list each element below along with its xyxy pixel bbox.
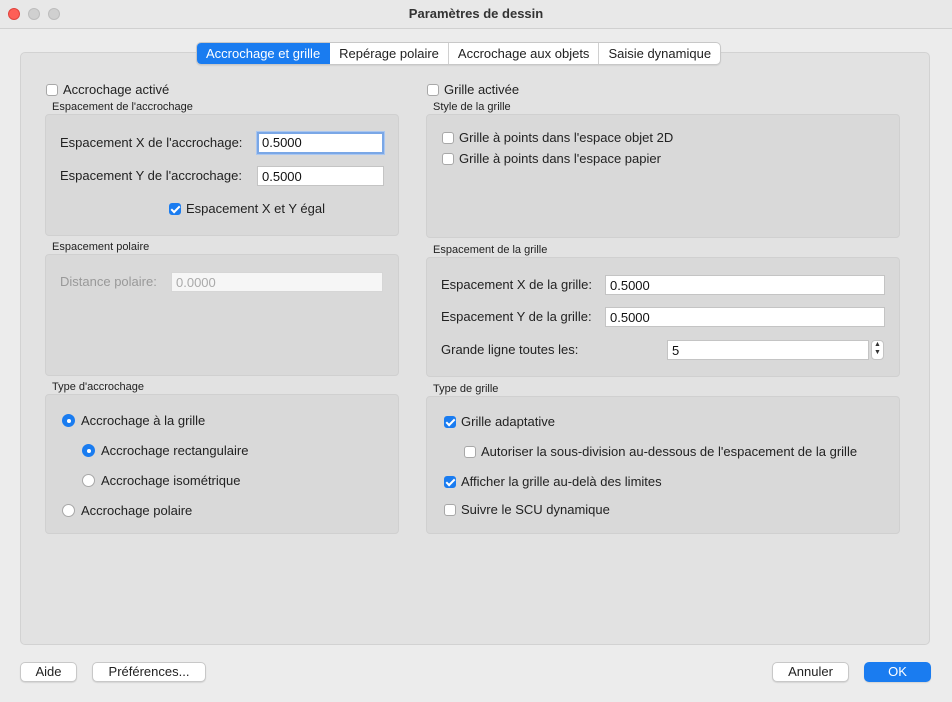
follow-ucs-label: Suivre le SCU dynamique	[461, 502, 610, 517]
equal-spacing-label: Espacement X et Y égal	[186, 201, 326, 216]
window-title: Paramètres de dessin	[408, 6, 544, 21]
rectangular-snap-label: Accrochage rectangulaire	[101, 443, 249, 458]
major-line-input[interactable]: 5	[667, 340, 869, 360]
snap-type-heading: Type d'accrochage	[52, 381, 144, 393]
snap-x-input[interactable]: 0.5000	[257, 132, 384, 154]
beyond-limits-label: Afficher la grille au-delà des limites	[461, 474, 662, 489]
equal-spacing-checkbox[interactable]	[169, 203, 181, 215]
polar-snap-label: Accrochage polaire	[81, 503, 193, 518]
grid-style-heading: Style de la grille	[433, 101, 511, 113]
grid-spacing-heading: Espacement de la grille	[433, 244, 548, 256]
dots-2d-checkbox[interactable]	[442, 132, 454, 144]
snap-spacing-heading: Espacement de l'accrochage	[52, 101, 193, 113]
snap-x-label: Espacement X de l'accrochage:	[60, 135, 243, 150]
grid-x-label: Espacement X de la grille:	[441, 277, 593, 292]
snap-enabled-checkbox[interactable]	[46, 84, 58, 96]
dots-paper-label: Grille à points dans l'espace papier	[459, 151, 661, 166]
subdivision-label: Autoriser la sous-division au-dessous de l'espacement de la grille	[481, 444, 858, 459]
snap-y-input[interactable]: 0.5000	[257, 166, 384, 186]
follow-ucs-checkbox[interactable]	[444, 504, 456, 516]
adaptive-grid-checkbox[interactable]	[444, 416, 456, 428]
dots-2d-label: Grille à points dans l'espace objet 2D	[459, 130, 674, 145]
tab-object-snap[interactable]: Accrochage aux objets	[449, 43, 600, 64]
grid-enabled-checkbox[interactable]	[427, 84, 439, 96]
snap-enabled-label: Accrochage activé	[63, 82, 170, 97]
tab-snap-and-grid[interactable]: Accrochage et grille	[197, 43, 330, 64]
grid-type-heading: Type de grille	[433, 383, 499, 395]
chevron-down-icon[interactable]: ▼	[874, 349, 881, 356]
grid-snap-label: Accrochage à la grille	[81, 413, 206, 428]
cancel-button[interactable]: Annuler	[772, 662, 849, 682]
title-bar	[0, 0, 952, 29]
tab-polar-tracking[interactable]: Repérage polaire	[330, 43, 449, 64]
chevron-up-icon[interactable]: ▲	[874, 341, 881, 348]
polar-distance-input[interactable]: 0.0000	[171, 272, 383, 292]
grid-enabled-label: Grille activée	[444, 82, 520, 97]
rectangular-snap-radio[interactable]	[82, 444, 95, 457]
dots-paper-checkbox[interactable]	[442, 153, 454, 165]
subdivision-checkbox[interactable]	[464, 446, 476, 458]
adaptive-grid-label: Grille adaptative	[461, 414, 555, 429]
major-line-label: Grande ligne toutes les:	[441, 342, 579, 357]
ok-button[interactable]: OK	[864, 662, 931, 682]
help-button[interactable]: Aide	[20, 662, 77, 682]
isometric-snap-radio[interactable]	[82, 474, 95, 487]
polar-spacing-heading: Espacement polaire	[52, 241, 150, 253]
grid-x-input[interactable]: 0.5000	[605, 275, 885, 295]
grid-y-label: Espacement Y de la grille:	[441, 309, 592, 324]
snap-y-label: Espacement Y de l'accrochage:	[60, 168, 242, 183]
preferences-button[interactable]: Préférences...	[92, 662, 206, 682]
major-line-stepper[interactable]	[871, 340, 884, 360]
tab-bar	[196, 42, 721, 65]
tab-dynamic-input[interactable]: Saisie dynamique	[608, 46, 712, 61]
polar-snap-radio[interactable]	[62, 504, 75, 517]
grid-snap-radio[interactable]	[62, 414, 75, 427]
grid-y-input[interactable]: 0.5000	[605, 307, 885, 327]
polar-distance-label: Distance polaire:	[60, 274, 157, 289]
beyond-limits-checkbox[interactable]	[444, 476, 456, 488]
isometric-snap-label: Accrochage isométrique	[101, 473, 241, 488]
